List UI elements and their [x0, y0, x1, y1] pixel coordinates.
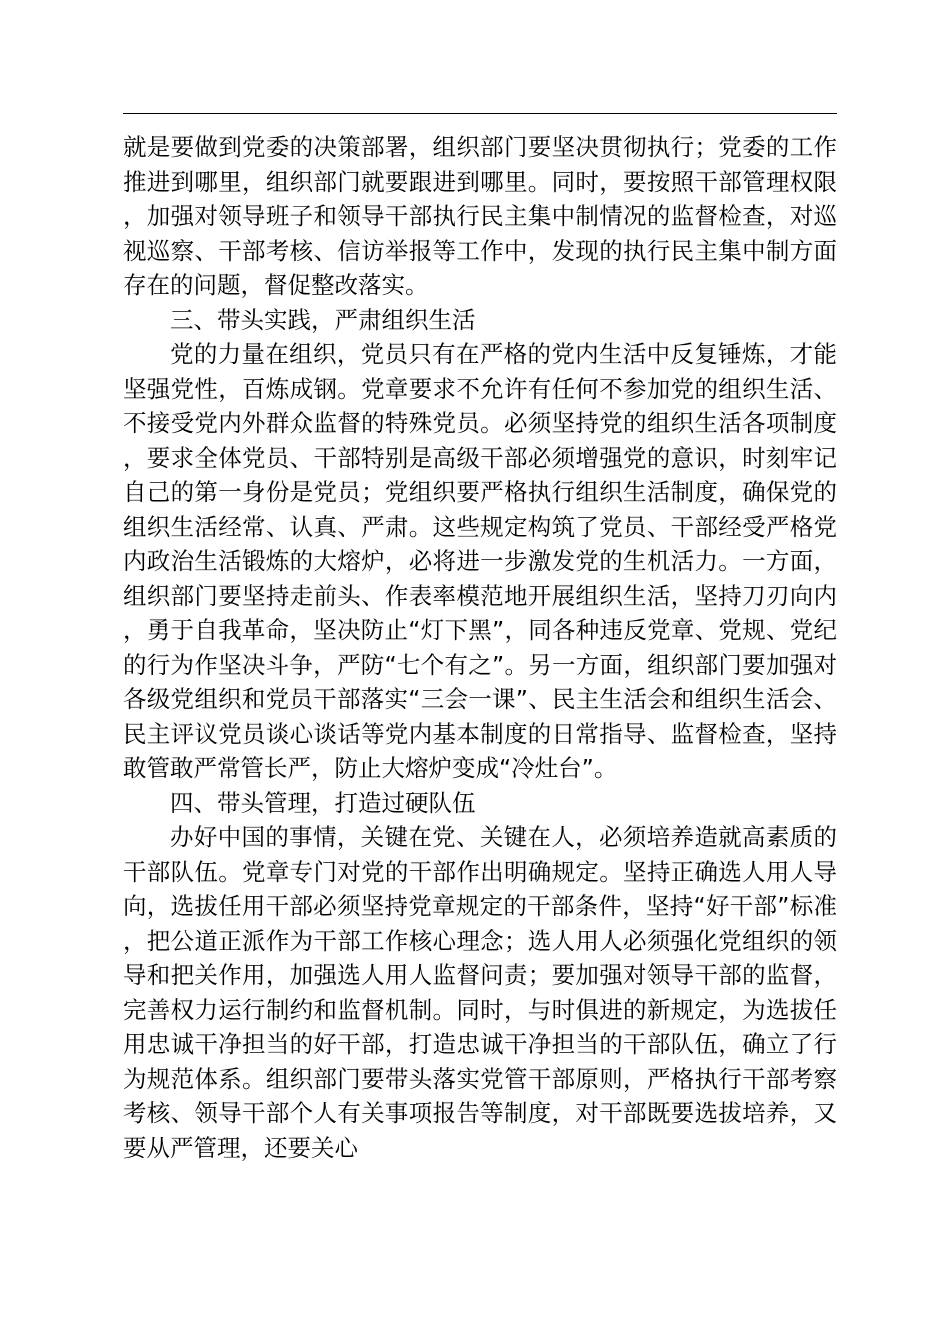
paragraph-continuation: 就是要做到党委的决策部署，组织部门要坚决贯彻执行；党委的工作推进到哪里，组织部门就要跟进到哪里。同时，要按照干部管理权限，加强对领导班子和领导干部执行民主集中制情况的监督检查，对巡视巡察、干部考核、信访举报等工作中，发现的执行民主集中制方面存在的问题，督促整改落实。	[123, 133, 837, 299]
section-heading-three: 三、带头实践，严肃组织生活	[170, 305, 476, 334]
paragraph-cadre-management: 办好中国的事情，关键在党、关键在人，必须培养造就高素质的干部队伍。党章专门对党的干部作出明确规定。坚持正确选人用人导向，选拔任用干部必须坚持党章规定的干部条件，坚持“好干部”标准，把公道正派作为干部工作核心理念；选人用人必须强化党组织的领导和把关作用，加强选人用人监督问责；要加强对领导干部的监督，完善权力运行制约和监督机制。同时，与时俱进的新规定，为选拔任用忠诚干净担当的好干部，打造忠诚干净担当的干部队伍，确立了行为规范体系。组织部门要带头落实党管干部原则，严格执行干部考察考核、领导干部个人有关事项报告等制度，对干部既要选拔培养，又要从严管理，还要关心	[123, 823, 837, 1162]
paragraph-organization-life: 党的力量在组织，党员只有在严格的党内生活中反复锤炼，才能坚强党性，百炼成钢。党章要求不允许有任何不参加党的组织生活、不接受党内外群众监督的特殊党员。必须坚持党的组织生活各项制度，要求全体党员、干部特别是高级干部必须增强党的意识，时刻牢记自己的第一身份是党员；党组织要严格执行组织生活制度，确保党的组织生活经常、认真、严肃。这些规定构筑了党员、干部经受严格党内政治生活锻炼的大熔炉，必将进一步激发党的生机活力。一方面，组织部门要坚持走前头、作表率模范地开展组织生活，坚持刀刃向内，勇于自我革命，坚决防止“灯下黑”，同各种违反党章、党规、党纪的行为作坚决斗争，严防“七个有之”。另一方面，组织部门要加强对各级党组织和党员干部落实“三会一课”、民主生活会和组织生活会、民主评议党员谈心谈话等党内基本制度的日常指导、监督检查，坚持敢管敢严常管长严，防止大熔炉变成“冷灶台”。	[123, 340, 837, 782]
section-heading-four: 四、带头管理，打造过硬队伍	[170, 788, 476, 817]
header-rule	[123, 113, 837, 114]
document-body	[123, 130, 837, 1165]
